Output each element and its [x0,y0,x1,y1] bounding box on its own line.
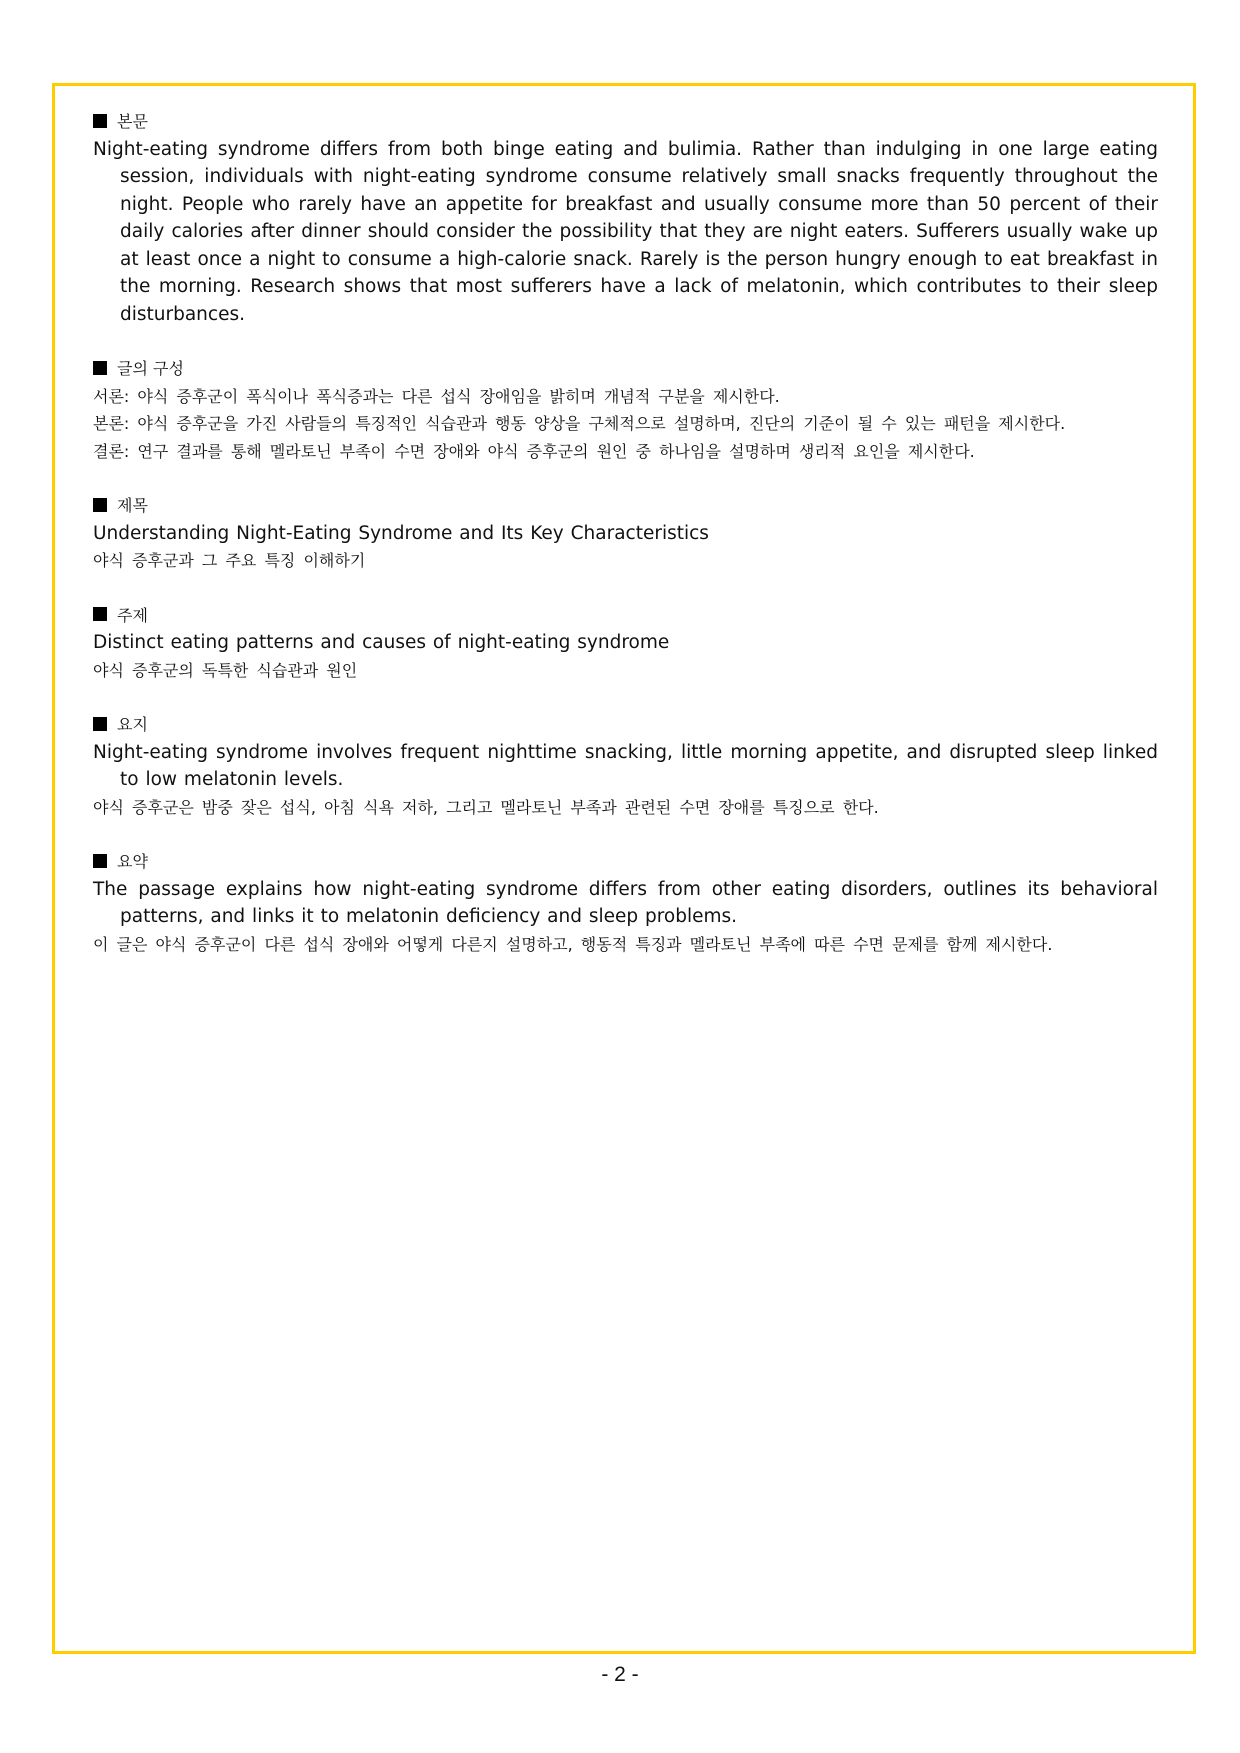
black-square-bullet-icon [93,717,107,731]
title-korean: 야식 증후군과 그 주요 특징 이해하기 [93,551,366,570]
page-number: - 2 - [601,1663,639,1686]
gist-korean: 야식 증후군은 밤중 잦은 섭식, 아침 식욕 저하, 그리고 멜라토닌 부족과 관련된 수면 장애를 특징으로 한다. [93,797,879,817]
passage-text: Night-eating syndrome differs from both binge eating and bulimia. Rather than indulging in one large eating session, individuals with night-eating syndrome consume relatively small snacks frequently throughout the night. People who rarely have an appetite for breakfast and usually consume more than 50 percent of their daily calories after dinner should consider the possibility that they are night eaters. Sufferers usually wake up at least once a night to consume a high-calorie snack. Rarely is the person hungry enough to eat breakfast in the morning. Research shows that most sufferers have a lack of melatonin, which contributes to their sleep disturbances. [93,138,1158,325]
structure-intro: 서론: 야식 증후군이 폭식이나 폭식증과는 다른 섭식 장애임을 밝히며 개념적 구분을 제시한다. [93,386,780,406]
section-heading-label: 요약 [117,852,148,871]
section-heading [93,108,1158,136]
document-content [93,108,1158,985]
black-square-bullet-icon [93,607,107,621]
black-square-bullet-icon [93,498,107,512]
title-english: Understanding Night-Eating Syndrome and Its Key Characteristics [93,522,709,544]
summary-english: The passage explains how night-eating syndrome differs from other eating disorders, outlines its behavioral patterns, and links it to melatonin deficiency and sleep problems. [93,878,1158,927]
section-heading [93,355,1158,383]
summary-korean: 이 글은 야식 증후군이 다른 섭식 장애와 어떻게 다른지 설명하고, 행동적 특징과 멜라토닌 부족에 따른 수면 문제를 함께 제시한다. [93,934,1053,954]
section-heading-label: 본문 [117,112,148,131]
structure-body: 본론: 야식 증후군을 가진 사람들의 특징적인 식습관과 행동 양상을 구체적으로 설명하며, 진단의 기준이 될 수 있는 패턴을 제시한다. [93,414,1066,433]
section-structure [93,355,1158,465]
section-heading [93,492,1158,520]
section-heading-label: 요지 [117,715,148,734]
section-heading-label: 주제 [117,605,148,625]
black-square-bullet-icon [93,114,107,128]
structure-conclusion: 결론: 연구 결과를 통해 멜라토닌 부족이 수면 장애와 야식 증후군의 원인 중 하나임을 설명하며 생리적 요인을 제시한다. [93,441,975,461]
section-heading-label: 제목 [117,496,148,515]
topic-korean: 야식 증후군의 독특한 식습관과 원인 [93,660,358,680]
section-heading [93,848,1158,876]
section-summary [93,848,1158,958]
section-heading [93,602,1158,630]
black-square-bullet-icon [93,854,107,868]
black-square-bullet-icon [93,361,107,375]
section-body [93,108,1158,328]
section-title [93,492,1158,575]
gist-english: Night-eating syndrome involves frequent nighttime snacking, little morning appetite, and disrupted sleep linked to low melatonin levels. [93,741,1158,790]
topic-english: Distinct eating patterns and causes of night-eating syndrome [93,632,670,653]
section-gist [93,711,1158,821]
section-heading-label: 글의 구성 [117,359,184,378]
section-heading [93,711,1158,739]
section-topic [93,602,1158,685]
